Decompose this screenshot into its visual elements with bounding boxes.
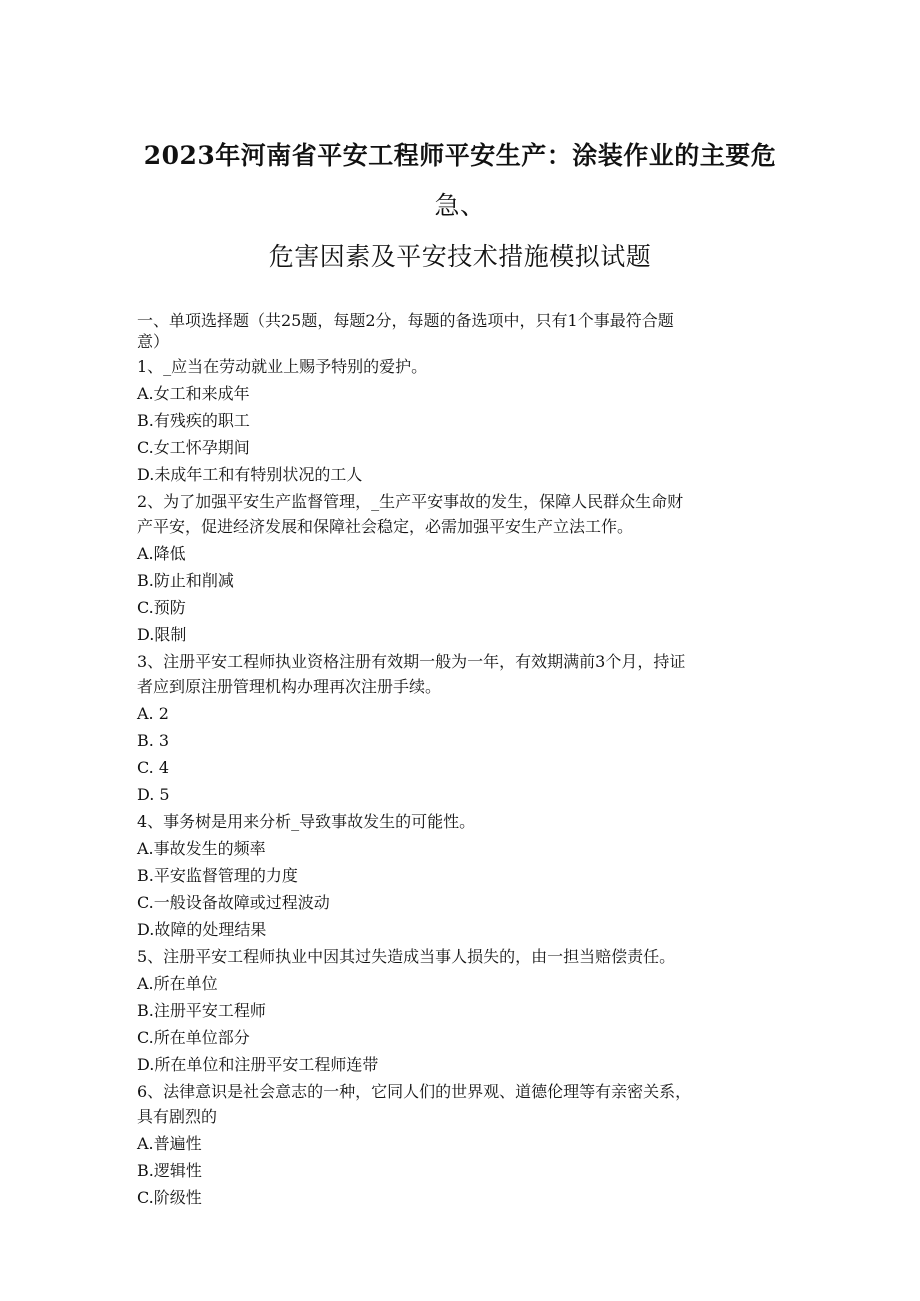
answer-option: B. 3 (137, 731, 170, 750)
question-stem: 2、为了加强平安生产监督管理，_生产平安事故的发生，保障人民群众生命财 (137, 492, 684, 511)
answer-option: D.未成年工和有特别状况的工人 (137, 465, 363, 484)
question-stem-cont: 者应到原注册管理机构办理再次注册手续。 (137, 677, 442, 696)
question-stem: 6、法律意识是社会意志的一种，它同人们的世界观、道德伦理等有亲密关系， (137, 1082, 692, 1101)
title-line-1: 2023年河南省平安工程师平安生产：涂装作业的主要危 (143, 141, 777, 170)
answer-option: D.故障的处理结果 (137, 920, 267, 939)
answer-option: B.注册平安工程师 (137, 1001, 266, 1020)
answer-option: C.所在单位部分 (137, 1028, 250, 1047)
question-stem: 5、注册平安工程师执业中因其过失造成当事人损失的，由一担当赔偿责任。 (137, 947, 676, 966)
question-stem: 3、注册平安工程师执业资格注册有效期一般为一年，有效期满前3个月，持证 (137, 652, 686, 671)
question-stem: 1、_应当在劳动就业上赐予特别的爱护。 (137, 357, 428, 376)
question-stem: 4、事务树是用来分析_导致事故发生的可能性。 (137, 812, 476, 831)
answer-option: C.一般设备故障或过程波动 (137, 893, 330, 912)
title-line-2: 急、 (434, 191, 486, 220)
answer-option: B.平安监督管理的力度 (137, 866, 298, 885)
answer-option: D. 5 (137, 785, 170, 804)
answer-option: A.女工和来成年 (137, 384, 250, 403)
answer-option: D.所在单位和注册平安工程师连带 (137, 1055, 379, 1074)
question (137, 354, 787, 487)
question (137, 1079, 787, 1210)
question-stem-cont: 产平安，促进经济发展和保障社会稳定，必需加强平安生产立法工作。 (137, 517, 634, 536)
section-heading-cont: 意） (137, 332, 170, 351)
answer-option: C.阶级性 (137, 1188, 202, 1207)
title-line-3: 危害因素及平安技术措施模拟试题 (268, 242, 652, 271)
question (137, 944, 787, 1077)
answer-option: A.普遍性 (137, 1134, 202, 1153)
question (137, 809, 787, 942)
answer-option: A. 2 (137, 704, 169, 723)
answer-option: B.逻辑性 (137, 1161, 202, 1180)
answer-option: A.事故发生的频率 (137, 839, 266, 858)
answer-option: C. 4 (137, 758, 170, 777)
answer-option: C.预防 (137, 598, 186, 617)
question (137, 489, 787, 647)
question-stem-cont: 具有剧烈的 (137, 1107, 218, 1126)
answer-option: C.女工怀孕期间 (137, 438, 250, 457)
answer-option: B.有残疾的职工 (137, 411, 250, 430)
answer-option: A.所在单位 (137, 974, 218, 993)
exam-body (137, 308, 787, 1210)
question-list (137, 354, 787, 1210)
answer-option: D.限制 (137, 625, 187, 644)
answer-option: B.防止和削减 (137, 571, 234, 590)
section-heading: 一、单项选择题（共25题，每题2分，每题的备选项中，只有1个事最符合题 (137, 311, 674, 330)
answer-option: A.降低 (137, 544, 186, 563)
question (137, 649, 787, 807)
